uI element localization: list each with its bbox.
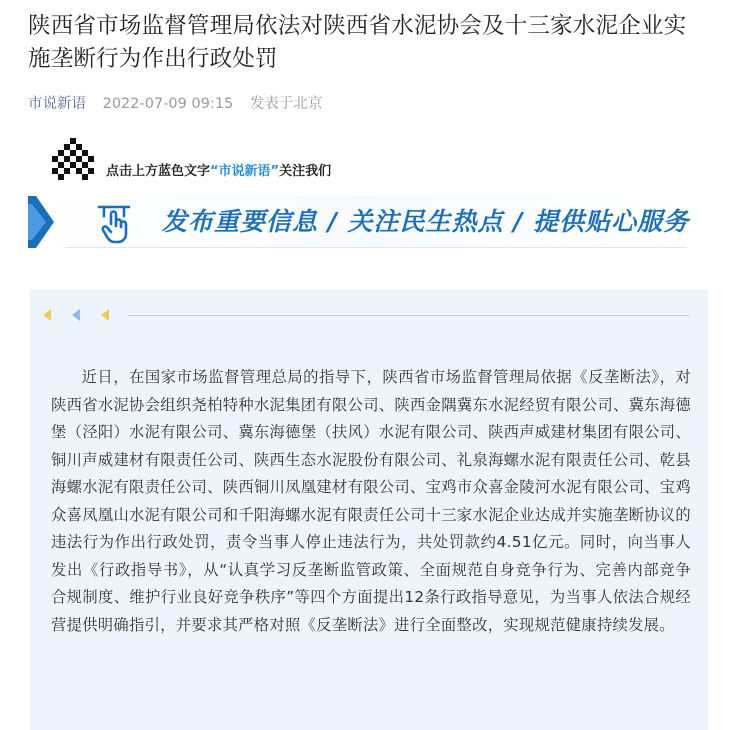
triangle-marks-icon bbox=[42, 308, 132, 322]
follow-prefix: 点击上方蓝色文字 bbox=[106, 164, 211, 179]
qr-pattern-icon bbox=[50, 138, 98, 186]
article bbox=[28, 0, 708, 634]
article-meta bbox=[28, 94, 708, 114]
article-title: 陕西省市场监督管理局依法对陕西省水泥协会及十三家水泥企业实施垄断行为作出行政处罚 bbox=[28, 13, 687, 72]
content-box bbox=[30, 290, 708, 730]
chevron-right-icon bbox=[28, 196, 54, 248]
publish-time: 2022-07-09 09:15 bbox=[102, 96, 234, 112]
banner-slogan: 发布重要信息 / 关注民生热点 / 提供贴心服务 bbox=[162, 207, 690, 236]
follow-suffix: 关注我们 bbox=[279, 164, 332, 179]
body-paragraph: 近日，在国家市场监督管理总局的指导下，陕西省市场监督管理局依据《反垄断法》，对陕西省水泥协会组织尧柏特种水泥集团有限公司、陕西金隅冀东水泥经贸有限公司、冀东海德堡（泾阳）水泥有限公司、冀东海德堡（扶风）水泥有限公司、陕西声威建材集团有限公司、铜川声威建材有限责任公司、陕西生态水泥股份有限公司、礼泉海螺水泥有限责任公司、乾县海螺水泥有限责任公司、陕西铜川凤凰建材有限公司、宝鸡市众喜金陵河水泥有限公司、宝鸡众喜凤凰山水泥有限公司和千阳海螺水泥有限责任公司十三家水泥企业达成并实施垄断协议的违法行为作出行政处罚，责令当事人停止违法行为，共处罚款约4.51亿元。同时，向当事人发出《行政指导书》，从“认真学习反垄断监管政策、全面规范自身竞争行为、完善内部竞争合规制度、维护行业良好竞争秩序”等四个方面提出12条行政指导意见，为当事人依法合规经营提供明确指引，并要求其严格对照《反垄断法》进行全面整改，实现规范健康持续发展。 bbox=[51, 368, 691, 634]
follow-prompt bbox=[50, 138, 690, 186]
hand-touch-icon bbox=[96, 204, 132, 244]
account-name-link[interactable]: 市说新语 bbox=[28, 96, 86, 112]
slogan-banner bbox=[28, 196, 704, 248]
banner-divider bbox=[66, 247, 686, 248]
follow-text bbox=[106, 160, 331, 179]
publish-location: 发表于北京 bbox=[249, 96, 323, 112]
quote-divider bbox=[128, 315, 690, 316]
follow-account-link[interactable]: “市说新语” bbox=[210, 164, 280, 179]
